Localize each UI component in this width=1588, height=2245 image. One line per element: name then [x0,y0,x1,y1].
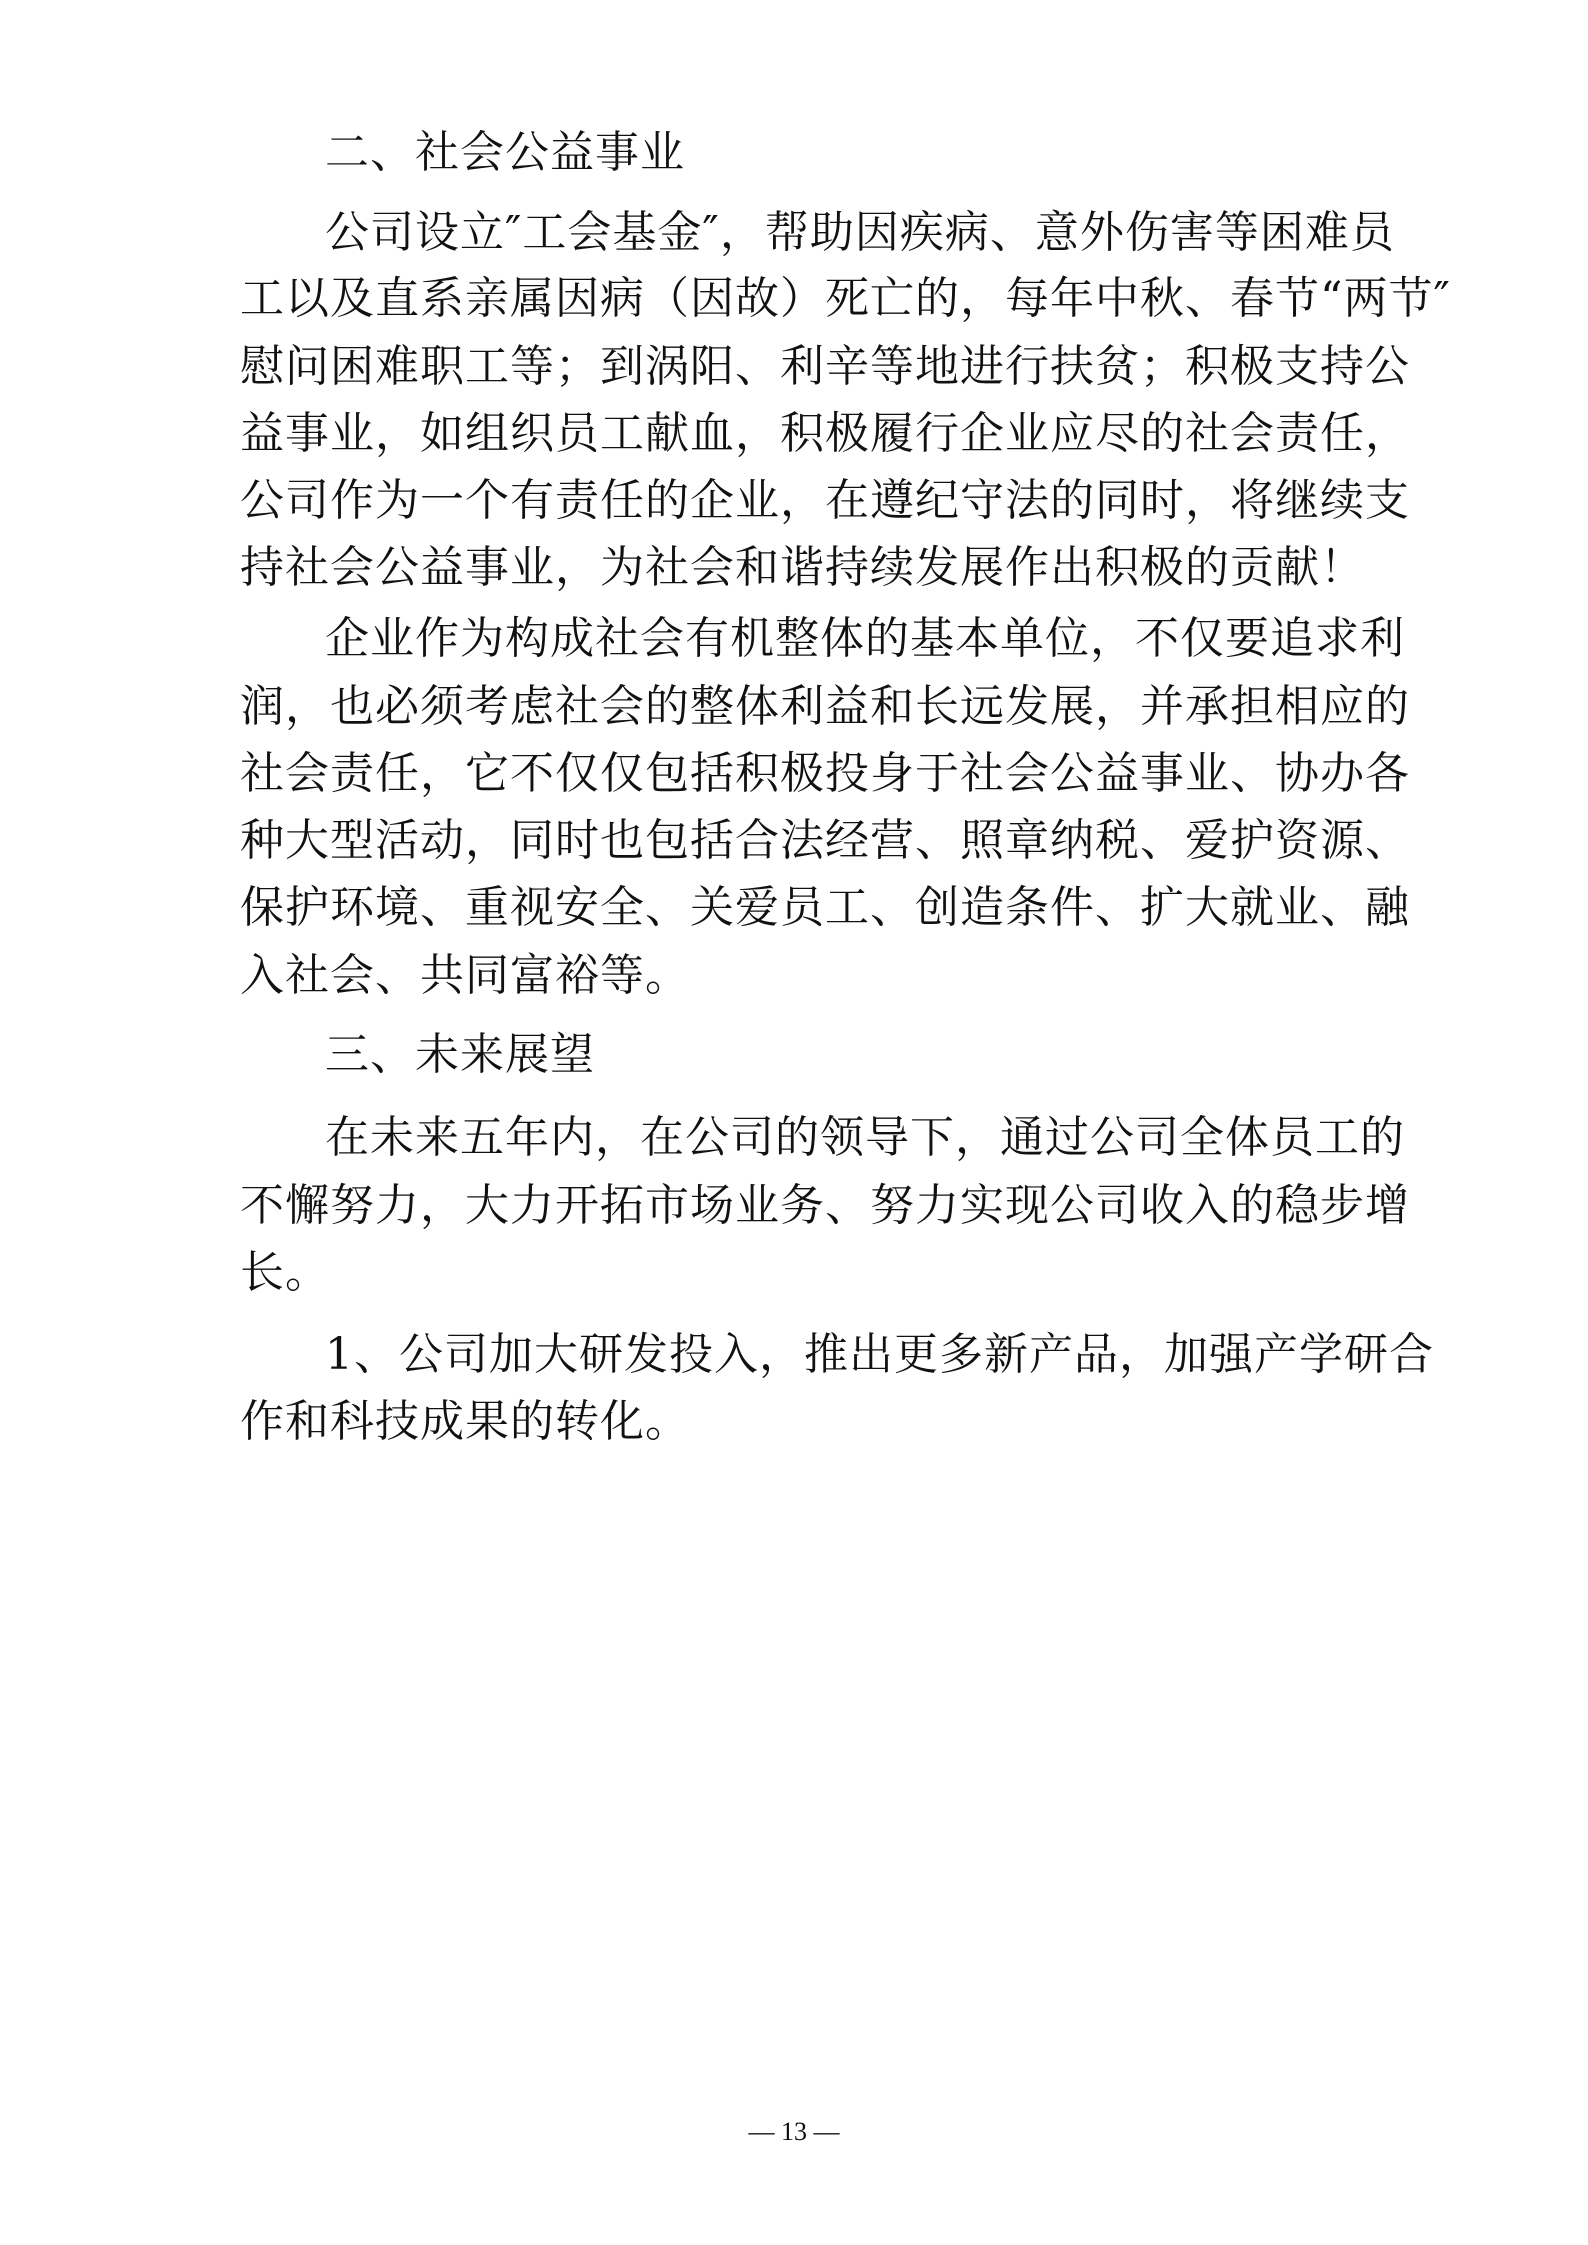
paragraph-line: 工以及直系亲属因病（因故）死亡的，每年中秋、春节“两节″ [240,273,1451,324]
paragraph-line: 作和科技成果的转化。 [240,1396,690,1447]
section-heading: 三、未来展望 [325,1029,595,1080]
paragraph-line: 长。 [240,1247,330,1298]
paragraph-line: 公司作为一个有责任的企业，在遵纪守法的同时，将继续支 [240,475,1410,526]
paragraph-line: 慰问困难职工等；到涡阳、利辛等地进行扶贫；积极支持公 [240,341,1410,392]
paragraph-line: 不懈努力，大力开拓市场业务、努力实现公司收入的稳步增 [240,1180,1410,1231]
page-number: — 13 — [748,2117,840,2146]
paragraph-line: 润，也必须考虑社会的整体利益和长远发展，并承担相应的 [240,681,1410,732]
section-heading: 二、社会公益事业 [325,127,685,178]
paragraph-line: 持社会公益事业，为社会和谐持续发展作出积极的贡献！ [240,542,1365,593]
paragraph-line: 1、公司加大研发投入，推出更多新产品，加强产学研合 [325,1329,1434,1380]
paragraph-line: 公司设立″工会基金″，帮助因疾病、意外伤害等困难员 [325,207,1395,258]
paragraph-line: 入社会、共同富裕等。 [240,950,690,1001]
paragraph-line: 益事业，如组织员工献血，积极履行企业应尽的社会责任， [240,408,1410,459]
paragraph-line: 保护环境、重视安全、关爱员工、创造条件、扩大就业、融 [240,882,1410,933]
paragraph-line: 企业作为构成社会有机整体的基本单位，不仅要追求利 [325,613,1405,664]
paragraph-line: 社会责任，它不仅仅包括积极投身于社会公益事业、协办各 [240,748,1410,799]
paragraph-line: 在未来五年内，在公司的领导下，通过公司全体员工的 [325,1112,1405,1163]
paragraph-line: 种大型活动，同时也包括合法经营、照章纳税、爱护资源、 [240,815,1410,866]
